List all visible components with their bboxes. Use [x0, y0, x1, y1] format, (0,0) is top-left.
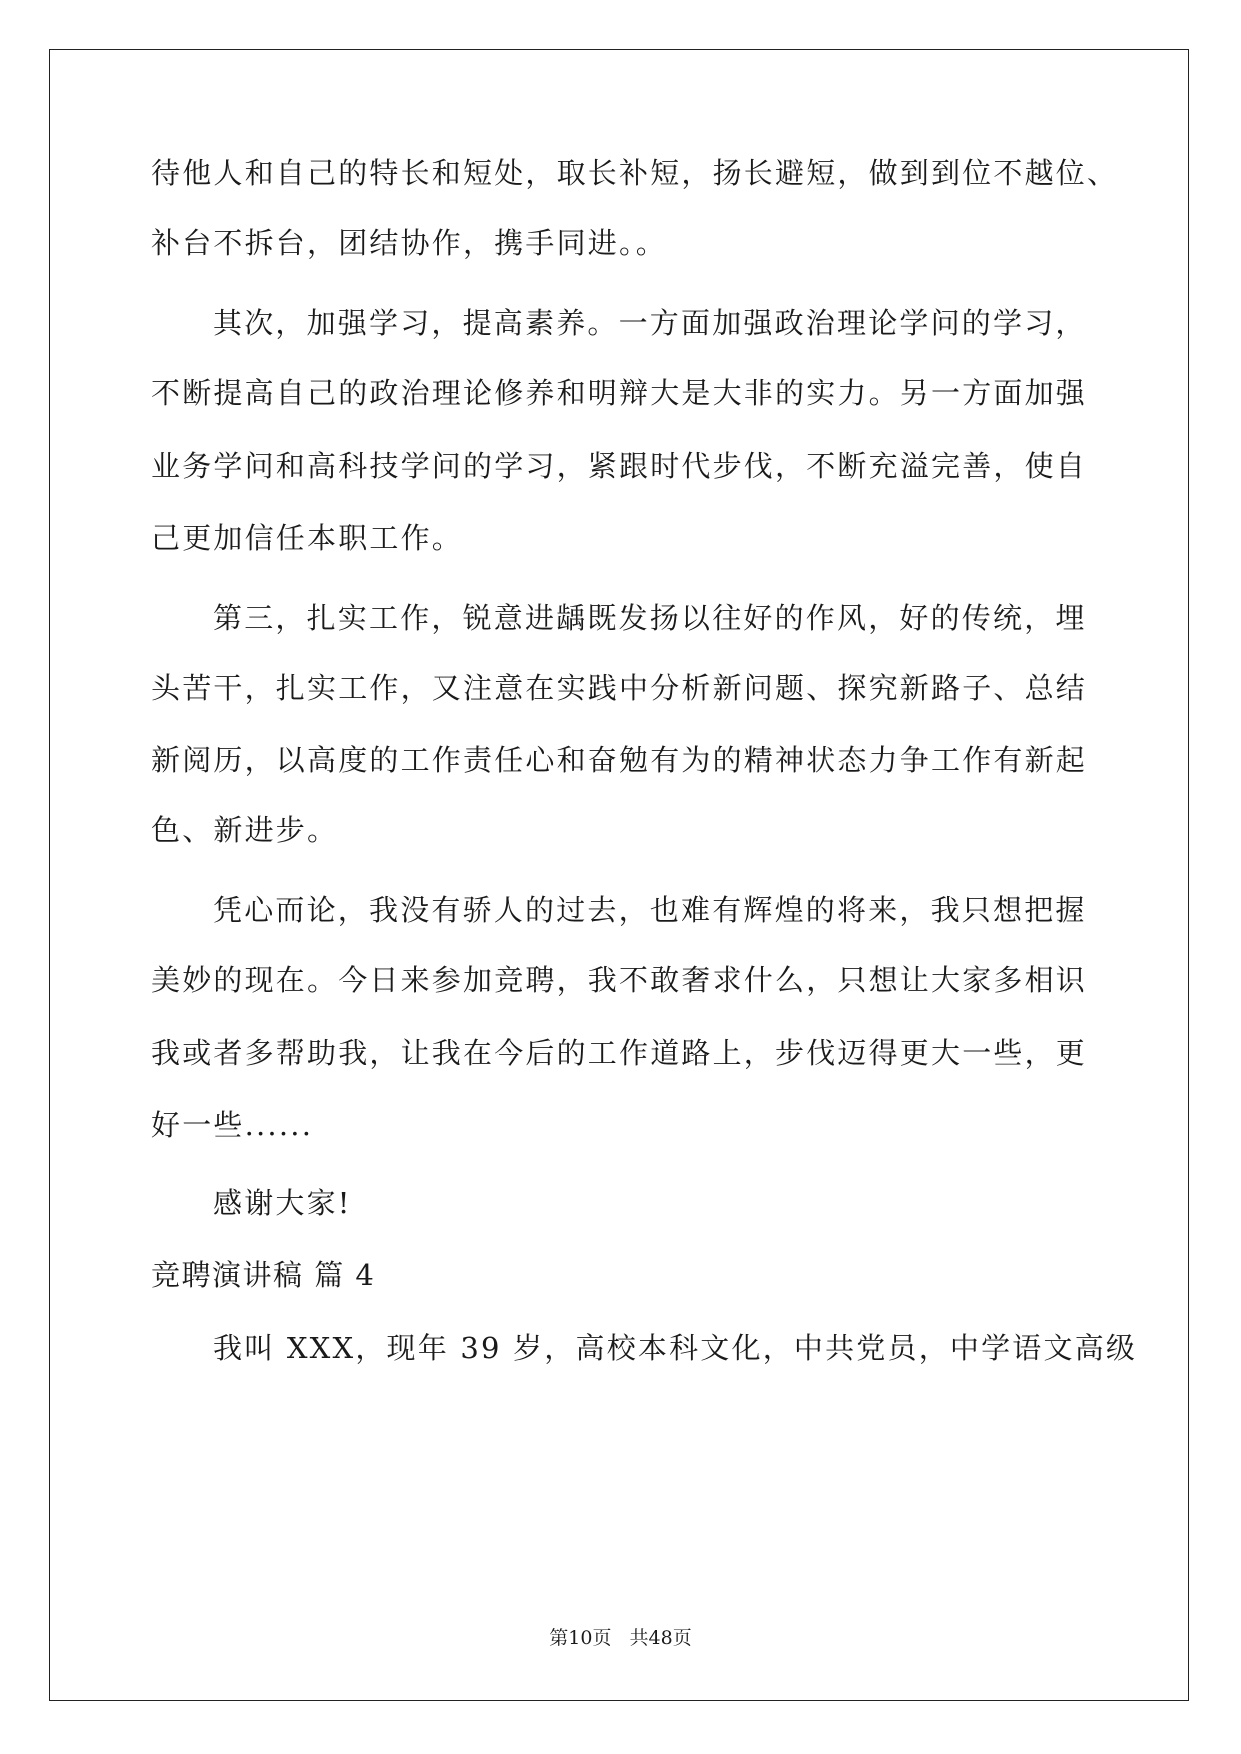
body-line: 好一些...... — [151, 1108, 314, 1142]
body-line: 业务学问和高科技学问的学习，紧跟时代步伐，不断充溢完善，使自 — [151, 449, 1088, 483]
body-line: 色、新进步。 — [151, 813, 339, 847]
paragraph-start-line: 第三，扎实工作，锐意进龋既发扬以往好的作风，好的传统，埋 — [213, 601, 1087, 635]
body-line: 新阅历，以高度的工作责任心和奋勉有为的精神状态力争工作有新起 — [151, 743, 1088, 777]
paragraph-start-line: 我叫 XXX，现年 39 岁，高校本科文化，中共党员，中学语文高级 — [213, 1331, 1138, 1365]
body-line: 己更加信任本职工作。 — [151, 521, 464, 555]
total-pages: 48 — [648, 1627, 673, 1649]
total-unit: 页 — [672, 1627, 692, 1649]
total-prefix: 共 — [629, 1627, 649, 1649]
page-unit: 页 — [592, 1627, 612, 1649]
page-border — [49, 49, 1189, 1701]
paragraph-start-line: 其次，加强学习，提高素养。一方面加强政治理论学问的学习， — [213, 306, 1087, 340]
body-line: 不断提高自己的政治理论修养和明辩大是大非的实力。另一方面加强 — [151, 376, 1088, 410]
body-line: 美妙的现在。今日来参加竞聘，我不敢奢求什么，只想让大家多相识 — [151, 963, 1088, 997]
closing-line: 感谢大家! — [213, 1186, 352, 1220]
body-line: 头苦干，扎实工作，又注意在实践中分析新问题、探究新路子、总结 — [151, 671, 1088, 705]
section-heading: 竞聘演讲稿 篇 4 — [151, 1258, 376, 1292]
page-number: 10 — [568, 1627, 593, 1649]
body-line: 待他人和自己的特长和短处，取长补短，扬长避短，做到到位不越位、 — [151, 156, 1119, 190]
body-line: 我或者多帮助我，让我在今后的工作道路上，步伐迈得更大一些，更 — [151, 1036, 1088, 1070]
body-line: 补台不拆台，团结协作，携手同进。。 — [151, 226, 667, 260]
page-footer — [0, 1626, 1241, 1650]
paragraph-start-line: 凭心而论，我没有骄人的过去，也难有辉煌的将来，我只想把握 — [213, 893, 1087, 927]
page-prefix: 第 — [549, 1627, 569, 1649]
